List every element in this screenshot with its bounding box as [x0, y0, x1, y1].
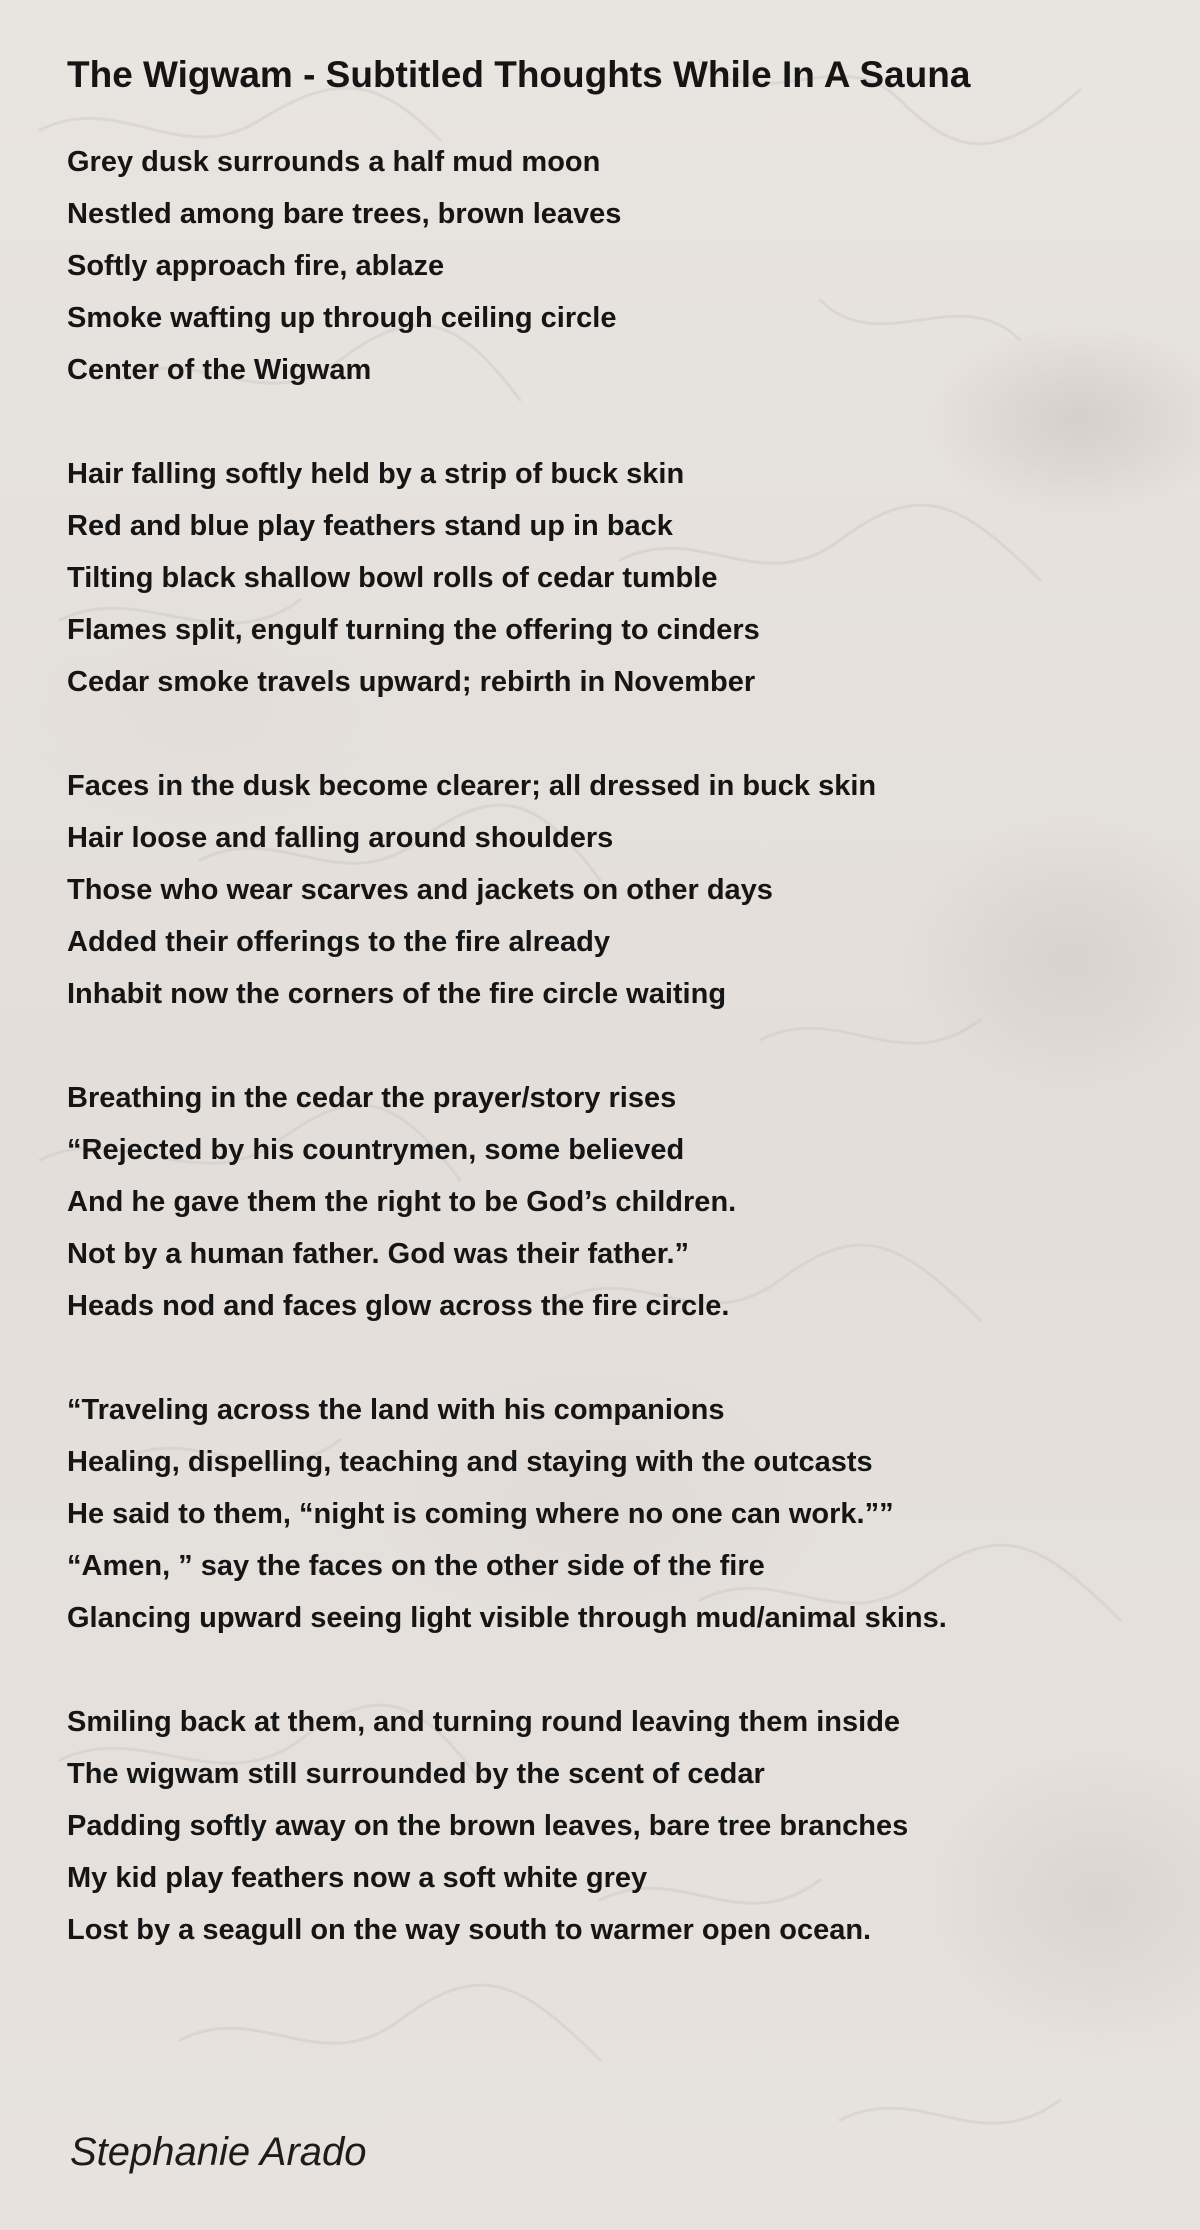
poem-line: Smiling back at them, and turning round leaving them inside: [67, 1706, 901, 1738]
poem-line: “Amen, ” say the faces on the other side of the fire: [67, 1550, 765, 1582]
poem-line: Tilting black shallow bowl rolls of cedar tumble: [67, 562, 718, 594]
poem-line: “Rejected by his countrymen, some believed: [67, 1134, 685, 1166]
poem-line: Not by a human father. God was their father.”: [67, 1238, 689, 1270]
stanza: [67, 1072, 1147, 1332]
poem-line: Red and blue play feathers stand up in back: [67, 510, 673, 542]
poem-line: Glancing upward seeing light visible through mud/animal skins.: [67, 1602, 947, 1634]
poem-line: Grey dusk surrounds a half mud moon: [67, 146, 601, 178]
stanza: [67, 136, 1147, 396]
poem-line: Cedar smoke travels upward; rebirth in November: [67, 666, 756, 698]
stanza: [67, 448, 1147, 708]
poem-line: Inhabit now the corners of the fire circle waiting: [67, 978, 727, 1010]
poem-line: My kid play feathers now a soft white grey: [67, 1862, 648, 1894]
poem-line: And he gave them the right to be God’s children.: [67, 1186, 737, 1218]
poem-line: The wigwam still surrounded by the scent of cedar: [67, 1758, 765, 1790]
poem-line: Hair falling softly held by a strip of buck skin: [67, 458, 685, 490]
poem-line: Faces in the dusk become clearer; all dressed in buck skin: [67, 770, 877, 802]
poem-author: Stephanie Arado: [70, 2130, 367, 2174]
poem: [67, 52, 1147, 2008]
poem-line: He said to them, “night is coming where no one can work.””: [67, 1498, 894, 1530]
poem-line: Smoke wafting up through ceiling circle: [67, 302, 617, 334]
poem-line: Softly approach fire, ablaze: [67, 250, 445, 282]
poem-line: “Traveling across the land with his companions: [67, 1394, 725, 1426]
poem-line: Flames split, engulf turning the offering to cinders: [67, 614, 760, 646]
poem-line: Padding softly away on the brown leaves, bare tree branches: [67, 1810, 909, 1842]
poem-line: Center of the Wigwam: [67, 354, 372, 386]
poem-line: Nestled among bare trees, brown leaves: [67, 198, 622, 230]
poem-line: Added their offerings to the fire already: [67, 926, 611, 958]
poem-line: Healing, dispelling, teaching and staying with the outcasts: [67, 1446, 873, 1478]
poem-title: The Wigwam - Subtitled Thoughts While In A Sauna: [67, 54, 971, 95]
stanza: [67, 760, 1147, 1020]
poem-line: Breathing in the cedar the prayer/story rises: [67, 1082, 677, 1114]
poem-line: Those who wear scarves and jackets on other days: [67, 874, 773, 906]
poem-line: Hair loose and falling around shoulders: [67, 822, 614, 854]
poem-line: Heads nod and faces glow across the fire circle.: [67, 1290, 730, 1322]
poem-line: Lost by a seagull on the way south to warmer open ocean.: [67, 1914, 872, 1946]
stanza: [67, 1384, 1147, 1644]
stanza: [67, 1696, 1147, 1956]
